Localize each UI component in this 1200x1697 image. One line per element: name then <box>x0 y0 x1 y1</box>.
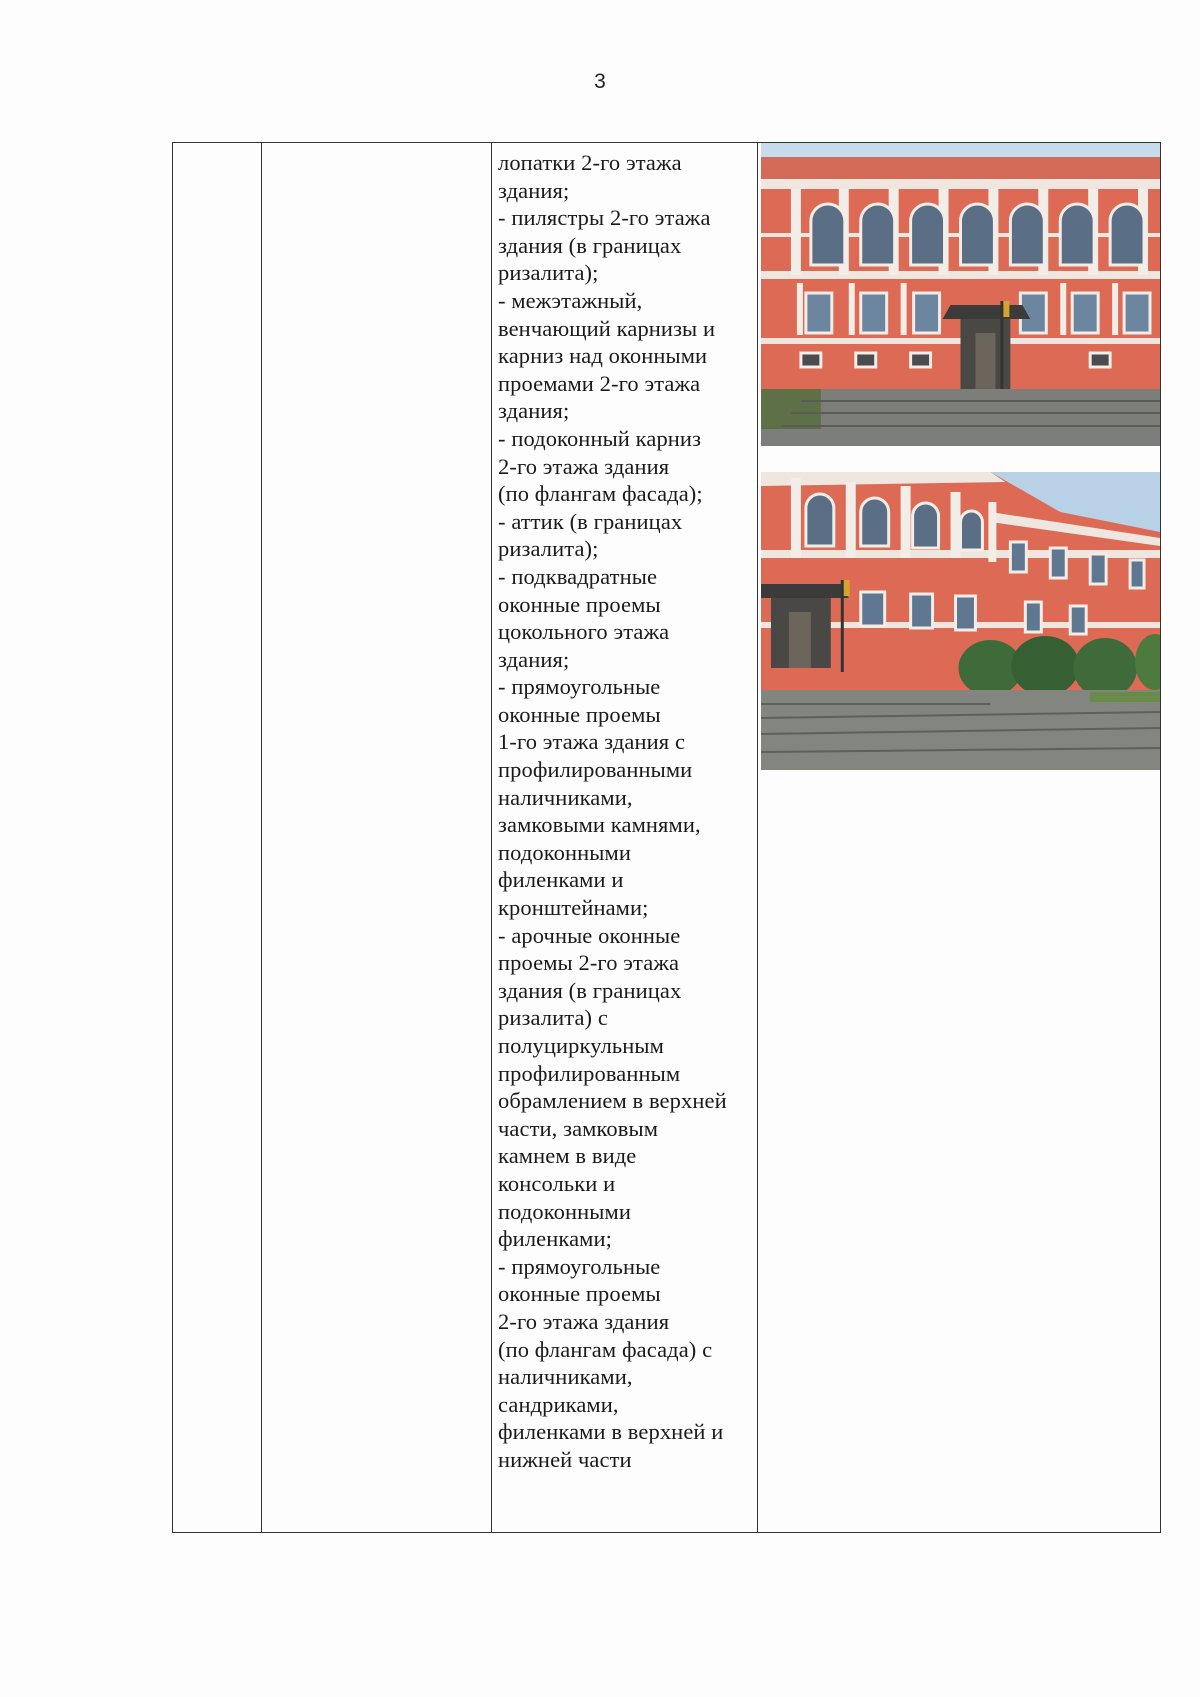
description-line: наличниками, <box>498 1364 633 1390</box>
description-line: обрамлением в верхней <box>498 1088 727 1114</box>
column-divider <box>757 143 758 1532</box>
description-line: - аттик (в границах <box>498 508 683 534</box>
description-line: карниз над оконными <box>498 343 708 369</box>
description-line: подоконными <box>498 1198 631 1224</box>
description-line: лопатки 2-го этажа <box>498 150 682 175</box>
description-line: сандриками, <box>498 1391 619 1417</box>
description-line: консольки и <box>498 1170 616 1196</box>
description-line: части, замковым <box>498 1115 659 1141</box>
description-line: здания; <box>498 398 570 424</box>
description-line: цокольного этажа <box>498 619 670 645</box>
description-line: проемами 2-го этажа <box>498 370 701 396</box>
description-line: камнем в виде <box>498 1143 637 1169</box>
description-line: (по флангам фасада) с <box>498 1336 713 1362</box>
description-line: - подквадратные <box>498 563 658 589</box>
description-line: - арочные оконные <box>498 922 681 948</box>
page-number: 3 <box>594 70 606 93</box>
description-line: оконные проемы <box>498 701 661 727</box>
description-line: замковыми камнями, <box>498 812 701 838</box>
description-line: 2-го этажа здания <box>498 1308 670 1334</box>
description-line: нижней части <box>498 1446 632 1472</box>
column-divider <box>491 143 492 1532</box>
description-line: филенками в верхней и <box>498 1419 724 1445</box>
description-line: профилированными <box>498 757 693 783</box>
description-line: здания; <box>498 646 570 672</box>
description-line: ризалита) с <box>498 1005 608 1031</box>
description-line: 2-го этажа здания <box>498 453 670 479</box>
description-line: здания (в границах <box>498 977 682 1003</box>
description-line: проемы 2-го этажа <box>498 950 680 976</box>
description-line: полуциркульным <box>498 1033 664 1058</box>
description-line: венчающий карнизы и <box>498 315 716 341</box>
document-table <box>172 142 1161 1533</box>
facade-angle-photo <box>761 472 1160 770</box>
description-line: оконные проемы <box>498 591 661 617</box>
description-line: наличниками, <box>498 784 633 810</box>
description-line: ризалита); <box>498 260 599 286</box>
description-line: - межэтажный, <box>498 287 643 313</box>
description-line: оконные проемы <box>498 1281 661 1307</box>
column-divider <box>261 143 262 1532</box>
description-line: - прямоугольные <box>498 1253 661 1279</box>
description-line: здания; <box>498 177 570 203</box>
description-line: - прямоугольные <box>498 674 661 700</box>
facade-front-photo <box>761 143 1160 446</box>
description-line: здания (в границах <box>498 232 682 258</box>
description-line: (по флангам фасада); <box>498 481 703 507</box>
description-line: филенками и <box>498 867 624 893</box>
description-line: подоконными <box>498 839 631 865</box>
description-line: кронштейнами; <box>498 895 649 921</box>
features-description-cell <box>498 149 753 1474</box>
description-line: ризалита); <box>498 536 599 562</box>
description-line: профилированным <box>498 1060 681 1086</box>
description-line: 1-го этажа здания с <box>498 729 686 755</box>
description-line: - подоконный карниз <box>498 425 702 451</box>
description-line: филенками; <box>498 1226 612 1252</box>
description-line: - пилястры 2-го этажа <box>498 205 711 231</box>
